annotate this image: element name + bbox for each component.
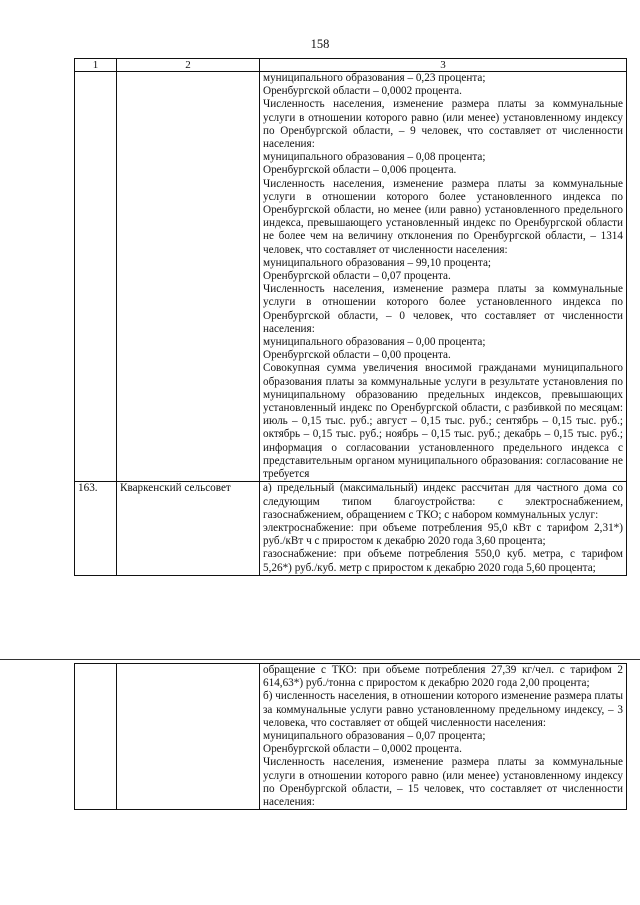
paragraph: б) численность населения, в отношении которого изменение размера платы за коммунальные услуги равно установленному предельному индексу, – 3 человека, что составляет от общей численности населения: (263, 690, 623, 729)
content-cell (260, 664, 627, 810)
paragraph: муниципального образования – 0,23 процента; (263, 72, 486, 84)
table-row-entry-163 (75, 482, 627, 575)
content-cell (260, 72, 627, 482)
paragraph: Численность населения, изменение размера платы за коммунальные услуги в отношении которого равно (или менее) установленному индексу по Оренбургской области, – 15 человек, что составляет от численности населения: (263, 756, 623, 809)
table-row-entry-163-continued (75, 664, 627, 810)
paragraph: муниципального образования – 0,08 процента; (263, 151, 486, 164)
main-table (74, 58, 627, 576)
number-cell-empty (75, 664, 117, 810)
entry-number: 163. (75, 482, 117, 575)
paragraph: Численность населения, изменение размера платы за коммунальные услуги в отношении которого более установленного индекса по Оренбургской области, но менее (или равно) установленного предельного индекса, превышающего установленный индекс по Оренбургской области не более чем на величину отклонения по Оренбургской области, – 1314 человек, что составляет от численности населения: (263, 177, 623, 256)
paragraph: муниципального образования – 99,10 процента; (263, 256, 492, 269)
header-col-1: 1 (75, 59, 117, 72)
paragraph: муниципального образования – 0,00 процента; (263, 336, 486, 349)
continued-table (74, 663, 627, 810)
paragraph: Оренбургской области – 0,07 процента. (263, 270, 451, 283)
header-col-3: 3 (260, 59, 627, 72)
paragraph: а) предельный (максимальный) индекс рассчитан для частного дома со следующим типом благоустройства: с электроснабжением, газоснабжением, обращением с ТКО; с набором коммунальных услуг: (263, 482, 623, 521)
page-number: 158 (310, 37, 330, 51)
paragraph: Численность населения, изменение размера платы за коммунальные услуги в отношении которого равно (или менее) установленному индексу по Оренбургской области, – 9 человек, что составляет от численности населения: (263, 98, 623, 151)
paragraph: Оренбургской области – 0,0002 процента. (263, 85, 462, 98)
paragraph: Оренбургской области – 0,006 процента. (263, 164, 457, 177)
number-cell-empty (75, 72, 117, 482)
page-break-line (0, 659, 640, 660)
table-header-row (75, 59, 627, 72)
table-row-continuation (75, 72, 627, 482)
paragraph: электроснабжение: при объеме потребления 95,0 кВт с тарифом 2,31*) руб./кВт ч с приростом к декабрю 2020 года 3,60 процента; (263, 521, 623, 548)
name-cell-empty (117, 72, 260, 482)
paragraph: Оренбургской области – 0,00 процента. (263, 349, 451, 362)
paragraph: газоснабжение: при объеме потребления 550,0 куб. метра, с тарифом 5,26*) руб./куб. метр с приростом к декабрю 2020 года 5,60 процента; (263, 548, 623, 574)
name-cell-empty (117, 664, 260, 810)
paragraph: Совокупная сумма увеличения вносимой гражданами муниципального образования платы за коммунальные услуги в результате установления по муниципальному образованию предельных индексов, превышающих установленный индекс по Оренбургской области, с разбивкой по месяцам: июль – 0,15 тыс. руб.; август – 0,15 тыс. руб.; сентябрь – 0,15 тыс. руб.; октябрь – 0,15 тыс. руб.; ноябрь – 0,15 тыс. руб.; декабрь – 0,15 тыс. руб.; информация о согласовании установленного предельного индекса с представительным органом муниципального образования: согласование не требуется (263, 362, 623, 481)
header-col-2: 2 (117, 59, 260, 72)
paragraph: Оренбургской области – 0,0002 процента. (263, 743, 462, 756)
entry-name: Кваркенский сельсовет (117, 482, 260, 575)
content-cell (260, 482, 627, 575)
paragraph: Численность населения, изменение размера платы за коммунальные услуги в отношении которого более установленного индекса по Оренбургской области, – 0 человек, что составляет от численности населения: (263, 283, 623, 335)
paragraph: муниципального образования – 0,07 процента; (263, 730, 486, 743)
paragraph: обращение с ТКО: при объеме потребления 27,39 кг/чел. с тарифом 2 614,63*) руб./тонна с приростом к декабрю 2020 года 2,00 процента; (263, 664, 623, 690)
